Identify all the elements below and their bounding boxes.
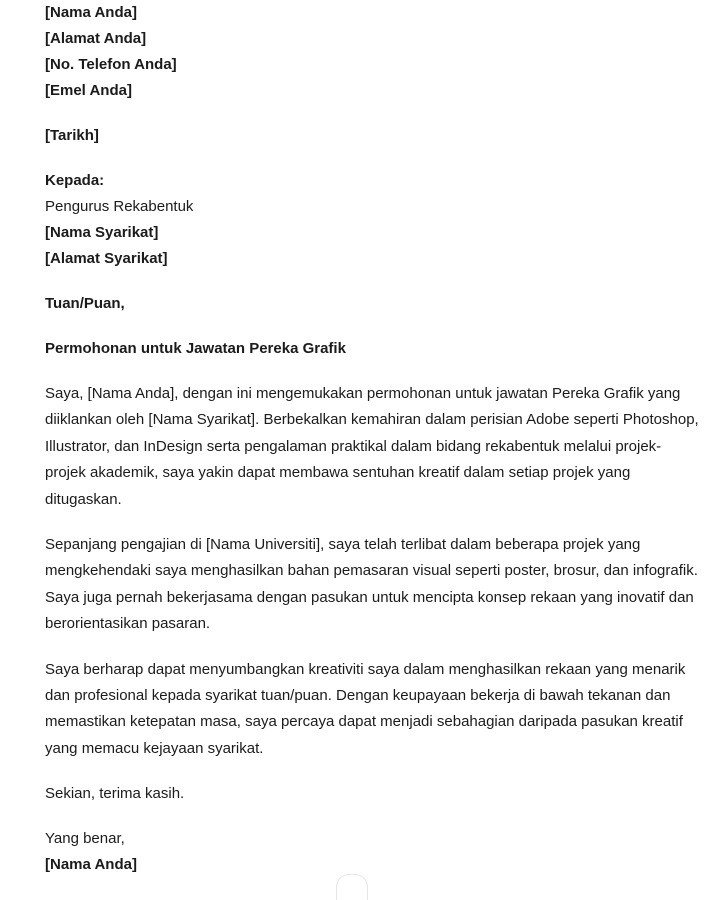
sender-email: [Emel Anda] <box>45 82 132 99</box>
closing-thanks: Sekian, terima kasih. <box>45 785 185 803</box>
recipient-block <box>45 168 702 272</box>
sender-block <box>45 0 702 104</box>
date-line: [Tarikh] <box>45 127 99 144</box>
subject-block <box>45 336 702 362</box>
letter-body <box>45 0 702 878</box>
recipient-title: Pengurus Rekabentuk <box>45 198 194 215</box>
body-paragraph-3: Saya berharap dapat menyumbangkan kreativiti saya dalam menghasilkan rekaan yang menarik dan profesional kepada syarikat tuan/puan. Dengan keupayaan bekerja di bawah tekanan dan memastikan ketepatan masa, saya percaya dapat menjadi sebahagian daripada pasukan kreatif yang memacu kejayaan syarikat. <box>45 660 686 757</box>
sender-name: [Nama Anda] <box>45 4 137 21</box>
salutation: Tuan/Puan, <box>45 295 125 312</box>
signature-block <box>45 826 702 878</box>
sender-address: [Alamat Anda] <box>45 30 147 47</box>
body-paragraph-2: Sepanjang pengajian di [Nama Universiti], saya telah terlibat dalam beberapa projek yang mengkehendaki saya menghasilkan bahan pemasaran visual seperti poster, brosur, dan infografik. Saya juga pernah bekerjasama dengan pasukan untuk mencipta konsep rekaan yang inovatif dan berorientasikan pasaran. <box>45 536 698 633</box>
recipient-company: [Nama Syarikat] <box>45 224 159 241</box>
body-paragraph-1: Saya, [Nama Anda], dengan ini mengemukakan permohonan untuk jawatan Pereka Grafik yang diiklankan oleh [Nama Syarikat]. Berbekalkan kemahiran dalam perisian Adobe seperti Photoshop, Illustrator, dan InDesign serta pengalaman praktikal dalam bidang rekabentuk melalui projek-projek akademik, saya yakin dapat membawa sentuhan kreatif dalam setiap projek yang ditugaskan. <box>45 385 699 508</box>
closing-thanks-block <box>45 781 702 807</box>
date-block <box>45 123 702 149</box>
floating-action-pill[interactable] <box>336 874 368 900</box>
recipient-label: Kepada: <box>45 172 105 189</box>
salutation-block <box>45 291 702 317</box>
subject-line: Permohonan untuk Jawatan Pereka Grafik <box>45 340 346 357</box>
closing-regards: Yang benar, <box>45 830 125 848</box>
recipient-address: [Alamat Syarikat] <box>45 250 168 267</box>
signature-name: [Nama Anda] <box>45 856 137 874</box>
sender-phone: [No. Telefon Anda] <box>45 56 177 73</box>
